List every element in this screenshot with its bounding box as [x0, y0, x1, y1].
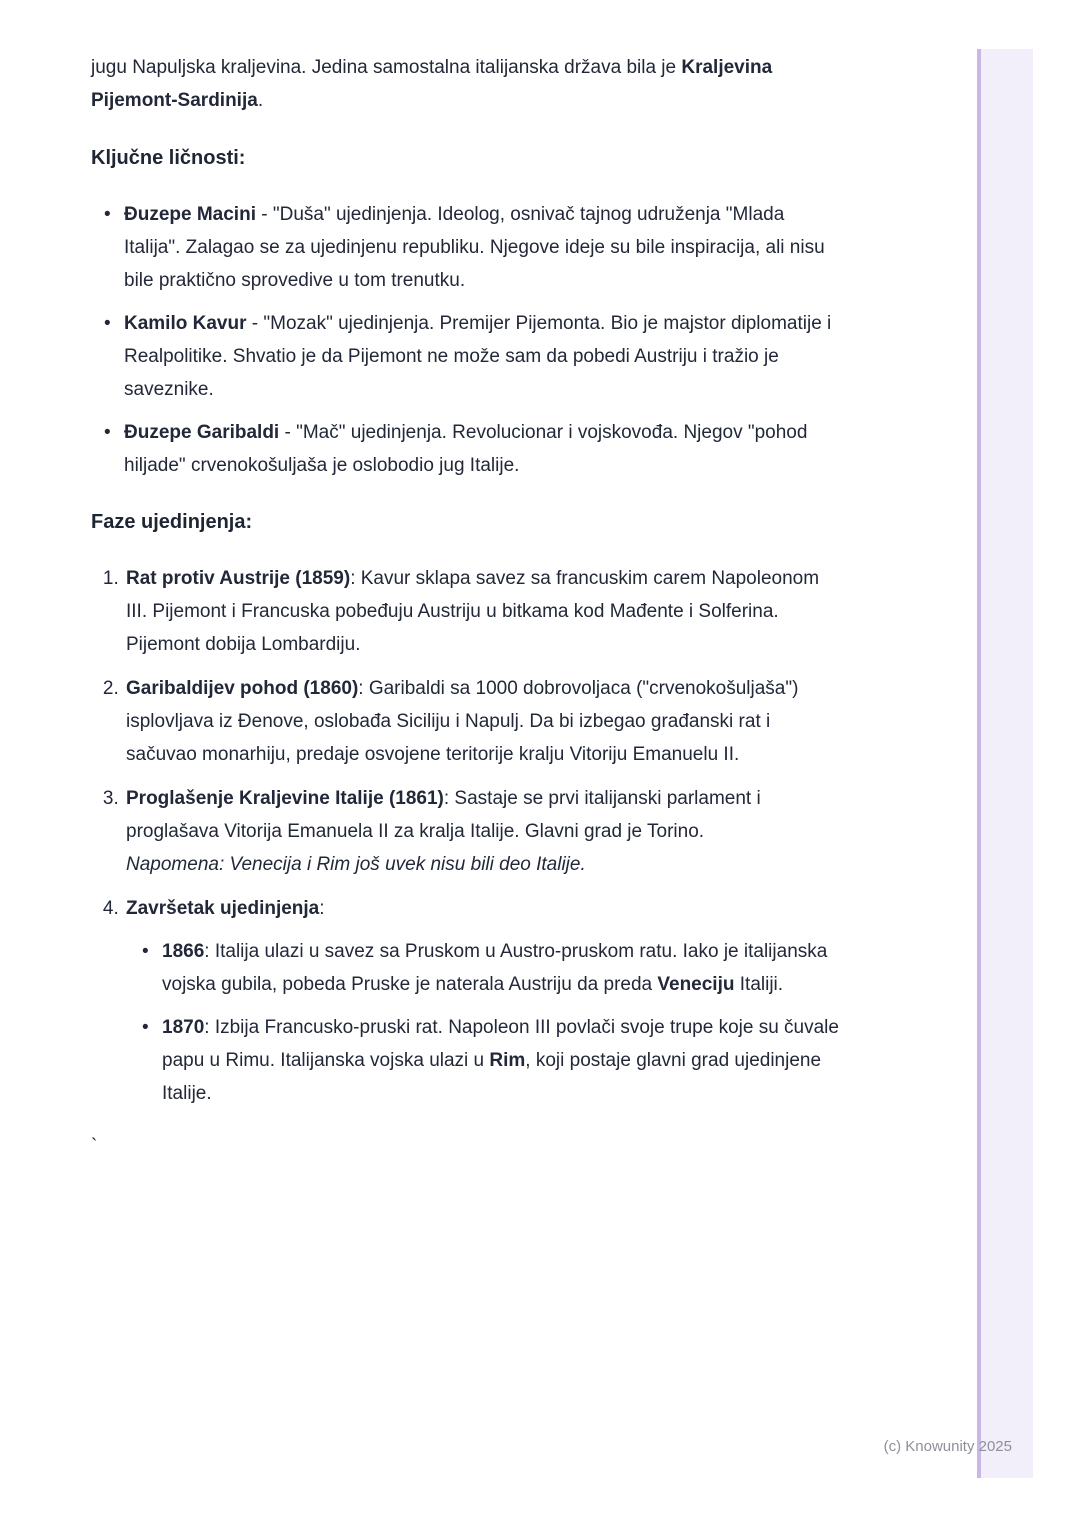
stray-backtick: ` [91, 1136, 98, 1157]
phase-item-1861: 3. Proglašenje Kraljevine Italije (1861): Sastaje se prvi italijanski parlament i proglašava Vitorija Emanuela II za kralja Italije. Glavni grad je Torino. Napomena: Venecija i Rim još uvek nisu bili deo Italije. [124, 782, 839, 881]
page-accent-stripe [977, 49, 1033, 1478]
phase-item-1859: 1. Rat protiv Austrije (1859): Kavur sklapa savez sa francuskim carem Napoleonom III. Pijemont i Francuska pobeđuju Austriju u bitkama kod Mađente i Solferina. Pijemont dobija Lombardiju. [124, 562, 839, 661]
document-content [91, 51, 839, 1163]
final-steps-list [126, 935, 839, 1110]
phase-item-1860: 2. Garibaldijev pohod (1860): Garibaldi sa 1000 dobrovoljaca ("crvenokošuljaša") isplovljava iz Đenove, oslobađa Siciliju i Napulj. Da bi izbegao građanski rat i sačuvao monarhiju, predaje osvojene teritorije kralju Vitoriju Emanuelu II. [124, 672, 839, 771]
phase-final-title: Završetak ujedinjenja: [126, 898, 325, 919]
heading-key-people: Ključne ličnosti: [91, 147, 246, 169]
list-item-garibaldi: • Đuzepe Garibaldi - "Mač" ujedinjenja. Revolucionar i vojskovođa. Njegov "pohod hiljade" crvenokošuljaša je oslobodio jug Italije. [124, 416, 839, 482]
heading-phases: Faze ujedinjenja: [91, 511, 253, 533]
list-item-1870: • 1870: Izbija Francusko-pruski rat. Napoleon III povlači svoje trupe koje su čuvale papu u Rimu. Italijanska vojska ulazi u Rim, koji postaje glavni grad ujedinjene Italije. [162, 1011, 839, 1110]
copyright-footer: (c) Knowunity 2025 [883, 1438, 1012, 1455]
list-item-macini: • Đuzepe Macini - "Duša" ujedinjenja. Ideolog, osnivač tajnog udruženja "Mlada Italija". Zalagao se za ujedinjenu republiku. Njegove ideje su bile inspiracija, ali nisu bile praktično sprovedive u tom trenutku. [124, 198, 839, 297]
key-people-list [91, 198, 839, 482]
list-item-kavur: • Kamilo Kavur - "Mozak" ujedinjenja. Premijer Pijemonta. Bio je majstor diplomatije i Realpolitike. Shvatio je da Pijemont ne može sam da pobedi Austriju i tražio je saveznike. [124, 307, 839, 406]
phase-item-final [124, 892, 839, 1110]
list-item-1866: • 1866: Italija ulazi u savez sa Pruskom u Austro-pruskom ratu. Iako je italijanska vojska gubila, pobeda Pruske je naterala Austriju da preda Veneciju Italiji. [162, 935, 839, 1001]
phases-list [91, 562, 839, 1110]
intro-paragraph: jugu Napuljska kraljevina. Jedina samostalna italijanska država bila je Kraljevina Pijemont-Sardinija. [91, 57, 773, 111]
